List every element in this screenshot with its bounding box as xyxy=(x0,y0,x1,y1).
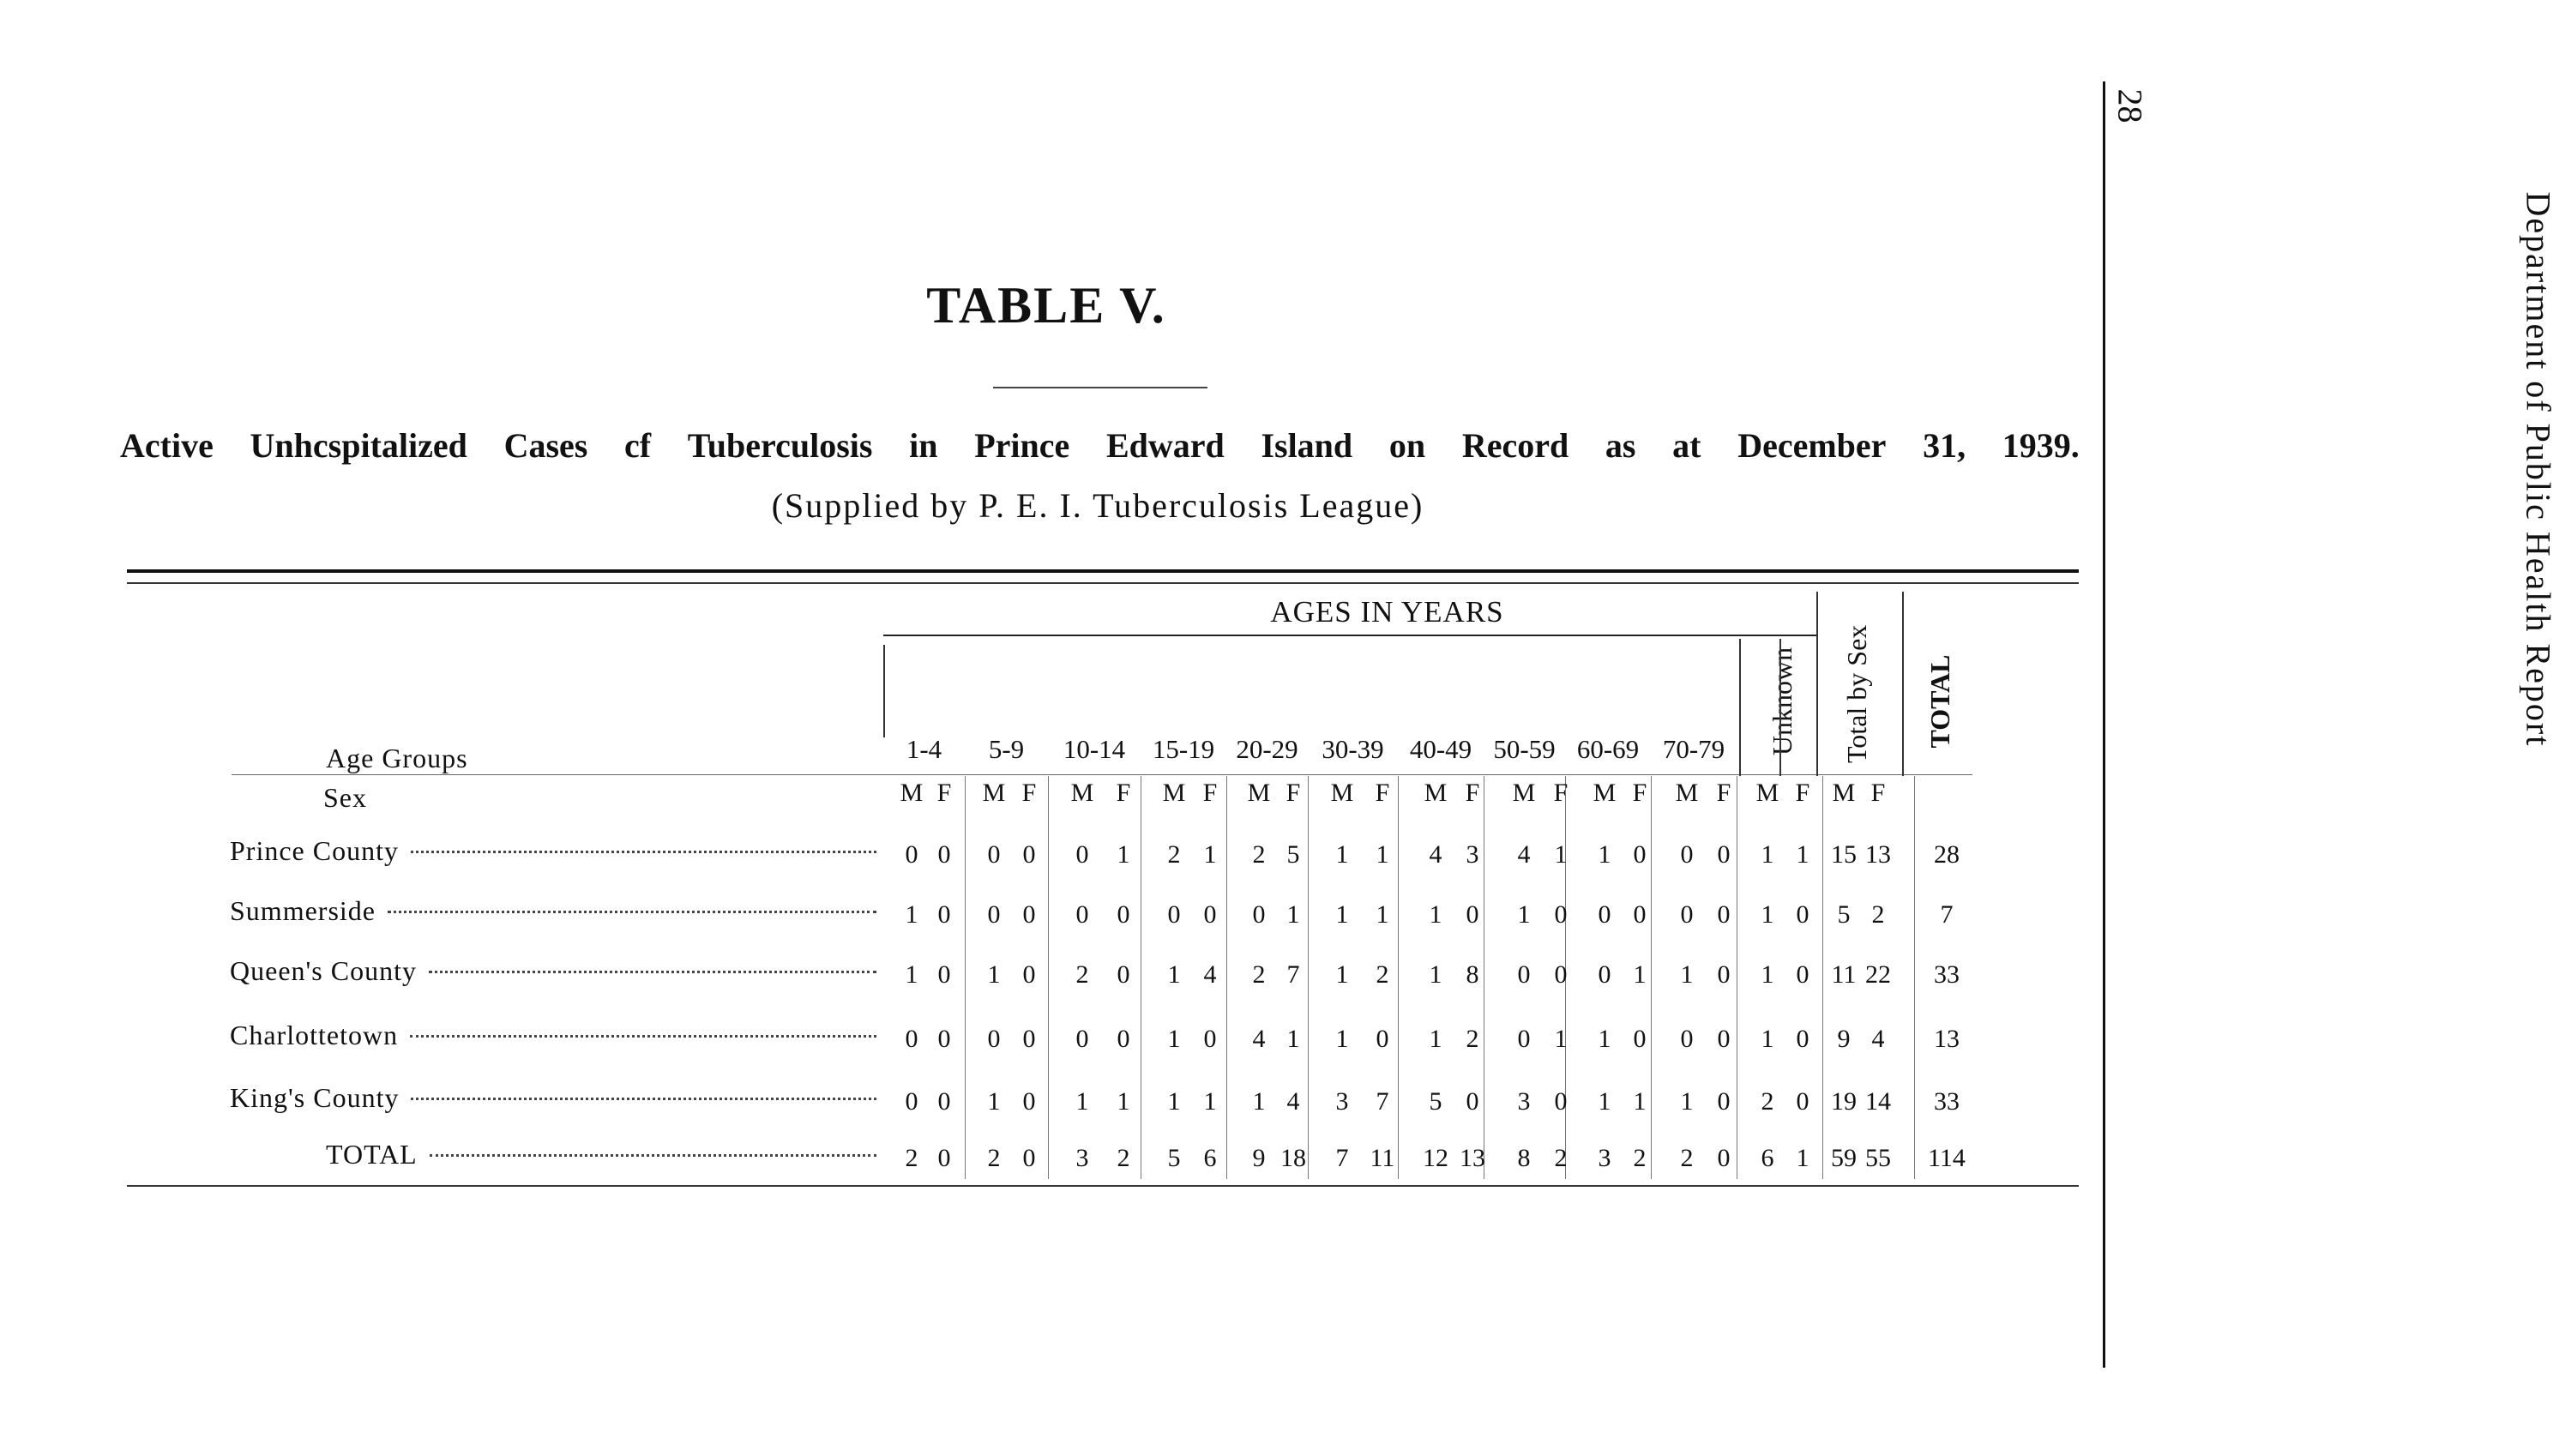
heading-word: Unhcspitalized xyxy=(250,426,467,465)
table-cell: 1 xyxy=(1680,1087,1694,1116)
table-cell: 15 xyxy=(1831,840,1857,869)
table-cell: 0 xyxy=(1517,1025,1531,1053)
table-cell: 1 xyxy=(1554,840,1568,869)
row-label-text: Summerside xyxy=(230,895,376,926)
sex-header: M xyxy=(1162,779,1186,807)
table-cell: 0 xyxy=(937,1144,951,1172)
table-cell: 0 xyxy=(1554,1087,1568,1116)
table-cell: 0 xyxy=(1796,1025,1809,1053)
row-label xyxy=(230,1082,882,1114)
sex-header: F xyxy=(1795,779,1810,807)
table-cell: 1 xyxy=(1598,1025,1611,1053)
age-groups-label: Age Groups xyxy=(326,743,468,773)
table-cell: 1 xyxy=(1167,1025,1181,1053)
total-by-sex-header: Total by Sex xyxy=(1841,624,1872,763)
table-cell: 0 xyxy=(987,840,1001,869)
table-cell: 0 xyxy=(1252,900,1266,929)
table-cell: 4 xyxy=(1252,1025,1266,1053)
table-cell: 9 xyxy=(1837,1025,1851,1053)
age-group-header: 10-14 xyxy=(1063,734,1126,764)
heading-word: at xyxy=(1672,426,1701,465)
table-cell: 3 xyxy=(1466,840,1479,869)
table-cell: 2 xyxy=(1075,960,1089,989)
sex-header: F xyxy=(1021,779,1037,807)
leader-dots xyxy=(388,911,876,913)
table-cell: 1 xyxy=(1252,1087,1266,1116)
table-cell: 22 xyxy=(1865,960,1891,989)
sex-rule xyxy=(232,774,1972,775)
table-cell: 0 xyxy=(937,1087,951,1116)
table-cell: 8 xyxy=(1517,1144,1531,1172)
leader-dots xyxy=(430,1154,876,1157)
table-cell: 11 xyxy=(1370,1144,1395,1172)
table-cell: 0 xyxy=(1517,960,1531,989)
table-cell: 1 xyxy=(1335,900,1349,929)
table-cell: 2 xyxy=(1466,1025,1479,1053)
table-cell: 2 xyxy=(1761,1087,1774,1116)
table-cell: 1 xyxy=(1117,1087,1130,1116)
sex-header: F xyxy=(1870,779,1886,807)
table-cell: 114 xyxy=(1928,1144,1966,1172)
sex-header: F xyxy=(1716,779,1731,807)
table-cell: 18 xyxy=(1280,1144,1306,1172)
table-cell: 1 xyxy=(1761,1025,1774,1053)
table-cell: 0 xyxy=(1598,960,1611,989)
table-cell: 1 xyxy=(1796,840,1809,869)
row-label-text: Queen's County xyxy=(230,955,417,986)
age-group-header: 40-49 xyxy=(1409,734,1472,764)
table-cell: 0 xyxy=(1466,900,1479,929)
table-cell: 5 xyxy=(1286,840,1300,869)
table-cell: 0 xyxy=(1633,900,1647,929)
table-cell: 1 xyxy=(1376,900,1389,929)
table-cell: 0 xyxy=(1554,960,1568,989)
table-cell: 1 xyxy=(1680,960,1694,989)
age-group-header: 15-19 xyxy=(1152,734,1215,764)
row-label xyxy=(230,955,882,987)
sex-header: F xyxy=(1632,779,1647,807)
table-cell: 2 xyxy=(1680,1144,1694,1172)
total-row-label xyxy=(326,1139,882,1170)
table-cell: 0 xyxy=(937,840,951,869)
table-cell: 13 xyxy=(1934,1025,1960,1053)
table-cell: 0 xyxy=(987,1025,1001,1053)
table-cell: 1 xyxy=(1761,840,1774,869)
heading-word: 1939. xyxy=(2002,426,2080,465)
page-number: 28 xyxy=(2110,88,2150,123)
sex-header: M xyxy=(1330,779,1354,807)
table-cell: 1 xyxy=(1286,1025,1300,1053)
age-group-header: 60-69 xyxy=(1576,734,1640,764)
sex-header: M xyxy=(1070,779,1094,807)
table-cell: 12 xyxy=(1423,1144,1448,1172)
table-cell: 0 xyxy=(1022,1087,1036,1116)
sex-header: M xyxy=(1675,779,1699,807)
table-cell: 2 xyxy=(1252,840,1266,869)
table-subheading: (Supplied by P. E. I. Tuberculosis League) xyxy=(771,486,1424,525)
table-cell: 33 xyxy=(1934,960,1960,989)
total-header: TOTAL xyxy=(1924,654,1955,749)
heading-word: in xyxy=(909,426,938,465)
table-cell: 0 xyxy=(1117,960,1130,989)
table-cell: 1 xyxy=(1598,840,1611,869)
ages-header: AGES IN YEARS xyxy=(1270,595,1504,629)
table-cell: 0 xyxy=(1680,900,1694,929)
row-label-text: TOTAL xyxy=(326,1139,418,1170)
column-divider xyxy=(883,645,885,737)
side-rule xyxy=(2103,81,2105,1368)
table-cell: 13 xyxy=(1865,840,1891,869)
table-cell: 5 xyxy=(1167,1144,1181,1172)
table-cell: 2 xyxy=(1117,1144,1130,1172)
top-rule-thick xyxy=(127,569,2079,573)
row-label-text: Charlottetown xyxy=(230,1020,399,1050)
age-group-header: 20-29 xyxy=(1236,734,1298,764)
table-cell: 1 xyxy=(1203,1087,1217,1116)
heading-word: Prince xyxy=(974,426,1070,465)
table-cell: 0 xyxy=(1598,900,1611,929)
table-cell: 2 xyxy=(1633,1144,1647,1172)
table-cell: 4 xyxy=(1429,840,1442,869)
table-cell: 2 xyxy=(1554,1144,1568,1172)
table-cell: 55 xyxy=(1865,1144,1891,1172)
table-cell: 0 xyxy=(1203,900,1217,929)
age-group-header: 1-4 xyxy=(906,734,942,764)
table-cell: 0 xyxy=(937,1025,951,1053)
table-cell: 0 xyxy=(1022,1144,1036,1172)
table-cell: 3 xyxy=(1335,1087,1349,1116)
table-cell: 14 xyxy=(1865,1087,1891,1116)
sex-label: Sex xyxy=(323,782,367,813)
table-cell: 0 xyxy=(1075,900,1089,929)
table-cell: 2 xyxy=(1376,960,1389,989)
table-cell: 1 xyxy=(987,1087,1001,1116)
sex-header: M xyxy=(1512,779,1536,807)
table-cell: 0 xyxy=(1466,1087,1479,1116)
sex-header: F xyxy=(1375,779,1390,807)
heading-word: cf xyxy=(624,426,652,465)
table-cell: 0 xyxy=(1022,900,1036,929)
heading-word: Cases xyxy=(503,426,588,465)
row-label-text: King's County xyxy=(230,1082,400,1113)
table-cell: 3 xyxy=(1598,1144,1611,1172)
table-cell: 1 xyxy=(905,900,918,929)
table-cell: 0 xyxy=(1717,840,1731,869)
table-cell: 0 xyxy=(1680,840,1694,869)
table-cell: 2 xyxy=(1871,900,1885,929)
table-cell: 0 xyxy=(905,840,918,869)
table-cell: 1 xyxy=(1335,960,1349,989)
table-cell: 1 xyxy=(1335,840,1349,869)
sex-header: F xyxy=(1465,779,1480,807)
row-label-text: Prince County xyxy=(230,835,399,866)
row-label xyxy=(230,895,882,927)
title-rule xyxy=(993,387,1207,388)
table-cell: 6 xyxy=(1203,1144,1217,1172)
top-rule-thin xyxy=(127,582,2079,584)
table-cell: 1 xyxy=(1598,1087,1611,1116)
heading-word: Active xyxy=(120,426,214,465)
table-cell: 1 xyxy=(1335,1025,1349,1053)
sex-header: M xyxy=(982,779,1006,807)
leader-dots xyxy=(410,1035,876,1038)
table-cell: 0 xyxy=(1117,900,1130,929)
table-cell: 2 xyxy=(1252,960,1266,989)
table-cell: 2 xyxy=(905,1144,918,1172)
table-cell: 13 xyxy=(1460,1144,1485,1172)
table-cell: 1 xyxy=(905,960,918,989)
table-heading xyxy=(120,425,2080,466)
sex-header: M xyxy=(900,779,924,807)
table-cell: 3 xyxy=(1075,1144,1089,1172)
table-cell: 5 xyxy=(1429,1087,1442,1116)
table-cell: 59 xyxy=(1831,1144,1857,1172)
table-cell: 1 xyxy=(1554,1025,1568,1053)
table-cell: 11 xyxy=(1831,960,1857,989)
table-cell: 19 xyxy=(1831,1087,1857,1116)
column-divider xyxy=(1914,776,1915,1179)
table-cell: 1 xyxy=(1286,900,1300,929)
row-label xyxy=(230,1020,882,1051)
report-title: Department of Public Health Report xyxy=(2519,191,2558,748)
bottom-rule xyxy=(127,1185,2079,1187)
leader-dots xyxy=(429,971,876,973)
table-cell: 0 xyxy=(905,1025,918,1053)
sex-header: M xyxy=(1424,779,1448,807)
column-divider xyxy=(1816,592,1818,776)
table-cell: 1 xyxy=(987,960,1001,989)
table-cell: 5 xyxy=(1837,900,1851,929)
sex-header: M xyxy=(1593,779,1617,807)
age-group-header: 50-59 xyxy=(1493,734,1556,764)
table-cell: 33 xyxy=(1934,1087,1960,1116)
unknown-header: Unknown xyxy=(1767,647,1797,756)
table-cell: 6 xyxy=(1761,1144,1774,1172)
table-cell: 1 xyxy=(1167,960,1181,989)
table-cell: 1 xyxy=(1203,840,1217,869)
table-cell: 0 xyxy=(1633,840,1647,869)
sex-header: M xyxy=(1247,779,1271,807)
table-cell: 8 xyxy=(1466,960,1479,989)
table-cell: 0 xyxy=(1075,840,1089,869)
column-divider xyxy=(1739,639,1741,776)
table-cell: 0 xyxy=(1376,1025,1389,1053)
heading-word: as xyxy=(1605,426,1636,465)
age-group-header: 70-79 xyxy=(1662,734,1725,764)
table-cell: 1 xyxy=(1429,1025,1442,1053)
table-cell: 1 xyxy=(1761,900,1774,929)
column-divider xyxy=(1779,639,1781,776)
table-cell: 0 xyxy=(1680,1025,1694,1053)
table-cell: 4 xyxy=(1203,960,1217,989)
table-cell: 1 xyxy=(1167,1087,1181,1116)
table-cell: 2 xyxy=(1167,840,1181,869)
page-title: TABLE V. xyxy=(926,277,1166,334)
table-cell: 0 xyxy=(1075,1025,1089,1053)
table-cell: 0 xyxy=(1717,900,1731,929)
ages-rule xyxy=(883,635,1818,636)
heading-word: Island xyxy=(1261,426,1353,465)
table-cell: 7 xyxy=(1335,1144,1349,1172)
table-cell: 1 xyxy=(1796,1144,1809,1172)
table-cell: 0 xyxy=(1717,1087,1731,1116)
table-cell: 0 xyxy=(937,900,951,929)
sex-header: F xyxy=(1202,779,1218,807)
table-cell: 1 xyxy=(1761,960,1774,989)
table-cell: 0 xyxy=(1117,1025,1130,1053)
table-cell: 1 xyxy=(1633,1087,1647,1116)
table-cell: 0 xyxy=(1796,1087,1809,1116)
table-cell: 0 xyxy=(1022,1025,1036,1053)
table-cell: 28 xyxy=(1934,840,1960,869)
table-cell: 0 xyxy=(905,1087,918,1116)
heading-word: 31, xyxy=(1923,426,1966,465)
table-cell: 3 xyxy=(1517,1087,1531,1116)
age-group-header: 30-39 xyxy=(1322,734,1384,764)
sex-header: F xyxy=(1116,779,1131,807)
table-cell: 4 xyxy=(1517,840,1531,869)
table-cell: 1 xyxy=(1075,1087,1089,1116)
table-cell: 0 xyxy=(1022,960,1036,989)
heading-word: December xyxy=(1737,426,1887,465)
table-cell: 1 xyxy=(1633,960,1647,989)
table-cell: 0 xyxy=(937,960,951,989)
table-cell: 0 xyxy=(1203,1025,1217,1053)
table-cell: 7 xyxy=(1286,960,1300,989)
table-cell: 4 xyxy=(1286,1087,1300,1116)
table-cell: 0 xyxy=(1717,1025,1731,1053)
table-cell: 0 xyxy=(987,900,1001,929)
table-cell: 1 xyxy=(1517,900,1531,929)
table-cell: 0 xyxy=(1796,900,1809,929)
table-cell: 1 xyxy=(1376,840,1389,869)
table-cell: 9 xyxy=(1252,1144,1266,1172)
table-cell: 1 xyxy=(1429,960,1442,989)
row-label xyxy=(230,835,882,867)
table-cell: 7 xyxy=(1376,1087,1389,1116)
sex-header: F xyxy=(1286,779,1301,807)
heading-word: on xyxy=(1388,426,1426,465)
table-cell: 0 xyxy=(1022,840,1036,869)
sex-header: F xyxy=(936,779,952,807)
sex-header: M xyxy=(1755,779,1779,807)
table-cell: 0 xyxy=(1554,900,1568,929)
sex-header: F xyxy=(1553,779,1569,807)
table-cell: 7 xyxy=(1940,900,1954,929)
table-cell: 2 xyxy=(987,1144,1001,1172)
heading-word: Edward xyxy=(1105,426,1225,465)
table-cell: 4 xyxy=(1871,1025,1885,1053)
heading-word: Record xyxy=(1461,426,1569,465)
age-group-header: 5-9 xyxy=(988,734,1025,764)
heading-word: Tuberculosis xyxy=(687,426,873,465)
table-cell: 0 xyxy=(1796,960,1809,989)
table-cell: 0 xyxy=(1633,1025,1647,1053)
column-divider xyxy=(965,776,966,1179)
table-cell: 1 xyxy=(1117,840,1130,869)
column-divider xyxy=(1902,592,1904,776)
table-cell: 0 xyxy=(1167,900,1181,929)
leader-dots xyxy=(411,851,876,853)
table-cell: 0 xyxy=(1717,960,1731,989)
leader-dots xyxy=(411,1098,876,1100)
table-cell: 0 xyxy=(1717,1144,1731,1172)
table-cell: 1 xyxy=(1429,900,1442,929)
sex-header: M xyxy=(1832,779,1856,807)
